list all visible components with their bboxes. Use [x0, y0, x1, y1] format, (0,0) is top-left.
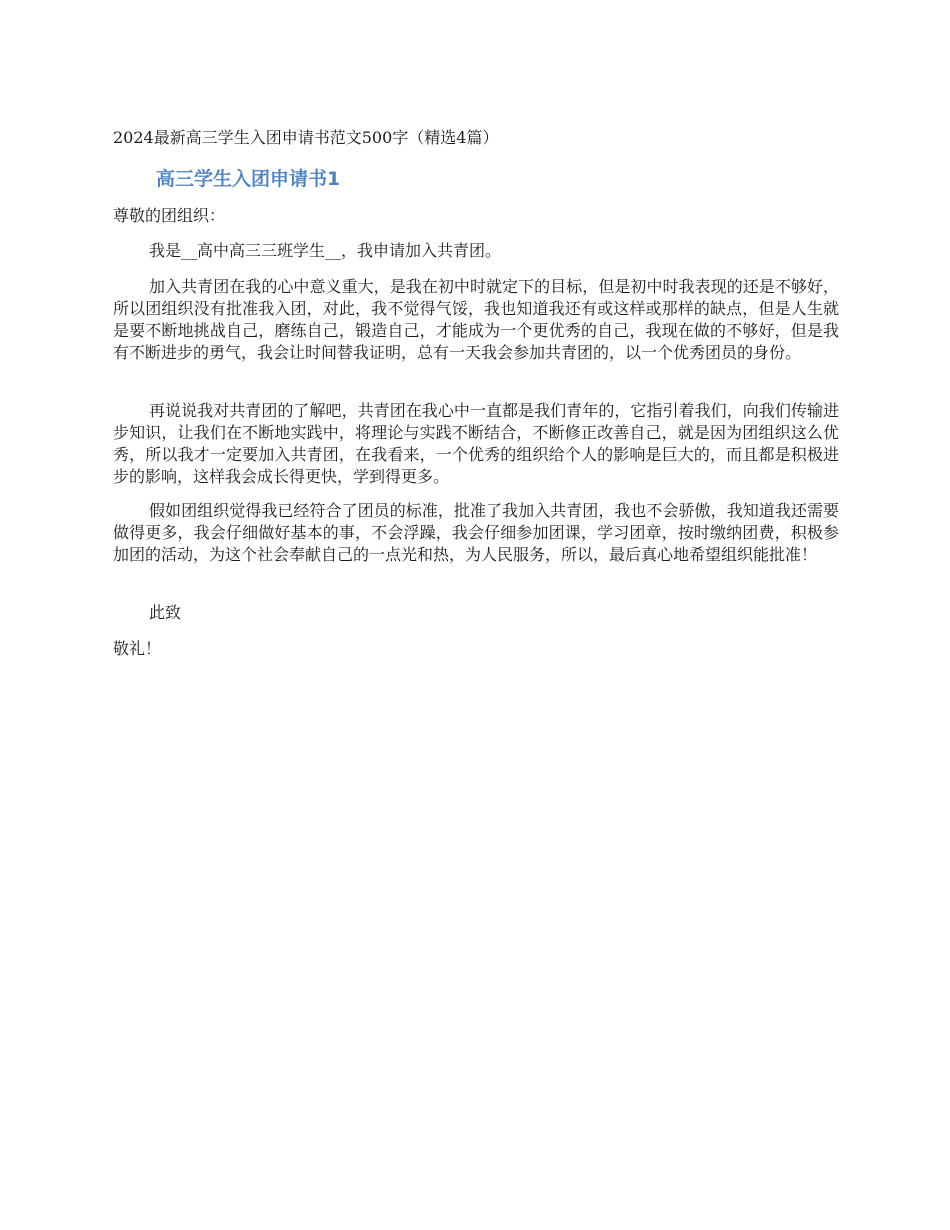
salutation: 尊敬的团组织：: [113, 206, 226, 225]
paragraph-commitment: 假如团组织觉得我已经符合了团员的标准，批准了我加入共青团，我也不会骄傲，我知道我还需要做得更多，我会仔细做好基本的事，不会浮躁，我会仔细参加团课，学习团章，按时缴纳团费，积极参加团的活动，为这个社会奉献自己的一点光和热，为人民服务，所以，最后真心地希望组织能批准！: [113, 501, 839, 564]
document-title: 2024最新高三学生入团申请书范文500字（精选4篇）: [113, 128, 499, 147]
paragraph-understanding: 再说说我对共青团的了解吧，共青团在我心中一直都是我们青年的，它指引着我们，向我们传输进步知识，让我们在不断地实践中，将理论与实践不断结合，不断修正改善自己，就是因为团组织这么优秀，所以我才一定要加入共青团，在我看来，一个优秀的组织给个人的影响是巨大的，而且都是积极进步的影响，这样我会成长得更快，学到得更多。: [113, 401, 839, 486]
section-heading: 高三学生入团申请书1: [156, 168, 341, 190]
closing-salute: 敬礼！: [113, 639, 162, 658]
paragraph-motivation: 加入共青团在我的心中意义重大，是我在初中时就定下的目标，但是初中时我表现的还是不够好，所以团组织没有批准我入团，对此，我不觉得气馁，我也知道我还有或这样或那样的缺点，但是人生就是要不断地挑战自己，磨练自己，锻造自己，才能成为一个更优秀的自己，我现在做的不够好，但是我有不断进步的勇气，我会让时间替我证明，总有一天我会参加共青团的，以一个优秀团员的身份。: [113, 277, 839, 362]
paragraph-intro: 我是__高中高三三班学生__，我申请加入共青团。: [149, 241, 502, 260]
closing-greeting: 此致: [149, 603, 182, 622]
